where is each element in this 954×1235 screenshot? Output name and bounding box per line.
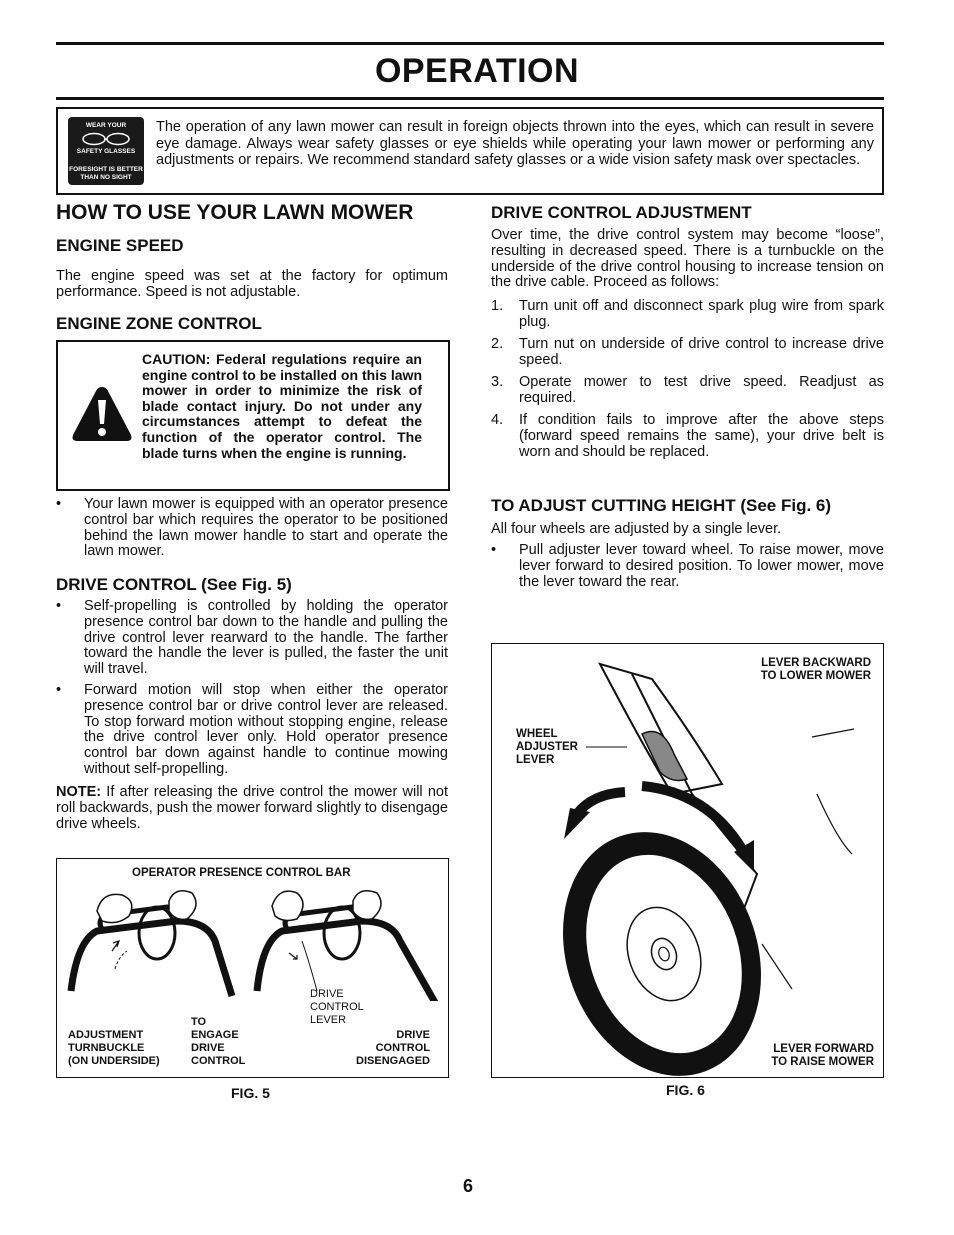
drive-control-illustration	[57, 881, 448, 1001]
zone-bullet-text: Your lawn mower is equipped with an operator presence control bar which requires the operator to be positioned behind the lawn mower handle to start and operate the lawn mower.	[84, 496, 448, 560]
fig6-caption: FIG. 6	[666, 1082, 705, 1098]
note-paragraph	[56, 785, 448, 832]
lever-line-1: DRIVE	[310, 988, 344, 1000]
badge-line-4: THAN NO SIGHT	[80, 174, 132, 181]
safety-glasses-badge	[68, 117, 144, 185]
drive-bullet-1	[56, 598, 448, 678]
cutting-height-intro: All four wheels are adjusted by a single lever.	[491, 521, 782, 537]
page-title: OPERATION	[374, 52, 580, 90]
engage-line-3: DRIVE	[191, 1042, 225, 1054]
bullet-dot: •	[56, 496, 62, 512]
caution-box	[56, 340, 450, 491]
dis-line-3: DISENGAGED	[356, 1055, 430, 1067]
drive-adjustment-heading: DRIVE CONTROL ADJUSTMENT	[491, 203, 752, 222]
adj-line-3: (ON UNDERSIDE)	[68, 1055, 160, 1067]
glasses-icon	[79, 132, 133, 146]
drive-control-lever-label	[310, 988, 364, 1027]
dis-line-1: DRIVE	[396, 1029, 430, 1041]
fig5-caption: FIG. 5	[231, 1085, 270, 1101]
lever-line-2: CONTROL	[310, 1001, 364, 1013]
back-line-1: LEVER BACKWARD	[761, 657, 871, 669]
cutting-height-bullet-text: Pull adjuster lever toward wheel. To raise mower, move lever forward to desired position. To lower mower, move the lever toward the rear.	[519, 542, 884, 590]
back-line-2: TO LOWER MOWER	[760, 670, 871, 682]
wheel-line-1: WHEEL	[516, 728, 558, 740]
engine-speed-heading: ENGINE SPEED	[56, 236, 184, 255]
bullet-dot: •	[491, 542, 497, 558]
engine-speed-text: The engine speed was set at the factory for optimum performance. Speed is not adjustable.	[56, 268, 448, 300]
figure-5	[56, 858, 449, 1078]
engage-line-1: TO	[191, 1016, 207, 1028]
badge-line-1: WEAR YOUR	[85, 122, 127, 129]
drive-bullet-2	[56, 682, 448, 778]
engage-line-4: CONTROL	[191, 1055, 246, 1067]
safety-notice	[56, 107, 884, 195]
caution-text: CAUTION: Federal regulations require an engine control to be installed on this lawn mower in order to minimize the risk of blade contact injury. Do not under any circumstances attempt to defeat the function of the operator control. The blade turns when the engine is running.	[142, 351, 422, 461]
note-label: NOTE:	[56, 784, 102, 800]
adj-line-2: TURNBUCKLE	[68, 1042, 145, 1054]
step-text: Turn nut on underside of drive control to increase drive speed.	[519, 336, 884, 368]
zone-bullet	[56, 496, 448, 560]
page-number: 6	[463, 1176, 474, 1196]
step-4	[491, 412, 884, 460]
wheel-line-2: ADJUSTER	[516, 741, 578, 753]
lever-forward-label	[771, 1043, 874, 1069]
bullet-dot: •	[56, 598, 62, 614]
title-rule	[56, 97, 884, 100]
adjustment-turnbuckle-label	[68, 1029, 160, 1068]
step-3	[491, 374, 884, 407]
badge-line-3: FORESIGHT IS BETTER	[69, 166, 143, 173]
step-text: Operate mower to test drive speed. Readjust as required.	[519, 374, 884, 406]
safety-text: The operation of any lawn mower can result in foreign objects thrown into the eyes, which can result in severe eye damage. Always wear safety glasses or eye shields while operating your lawn mower or performing any adjustments or repairs. We recommend standard safety glasses or a wide vision safety mask over spectacles.	[156, 119, 874, 168]
drive-bullet-2-text: Forward motion will stop when either the operator presence control bar or drive control lever are released. To stop forward motion without stopping engine, release the drive control lever only. Hold operator presence control bar down against handle to continue mowing without self-propelling.	[84, 682, 448, 777]
wheel-adjuster-lever-label	[516, 728, 578, 767]
drive-bullet-1-text: Self-propelling is controlled by holding the operator presence control bar down to the handle and pulling the drive control lever rearward to the handle. The farther toward the handle the lever is pulled, the faster the unit will travel.	[84, 598, 448, 678]
to-engage-label	[191, 1016, 245, 1068]
cutting-height-bullet	[491, 542, 884, 590]
warning-triangle-icon	[70, 384, 134, 444]
step-2	[491, 336, 884, 369]
step-number: 1.	[491, 298, 504, 314]
cutting-height-heading: TO ADJUST CUTTING HEIGHT (See Fig. 6)	[491, 496, 832, 515]
lever-backward-label	[761, 657, 871, 683]
fig5-top-label: OPERATOR PRESENCE CONTROL BAR	[132, 867, 351, 879]
engage-line-2: ENGAGE	[191, 1029, 239, 1041]
engine-zone-heading: ENGINE ZONE CONTROL	[56, 314, 262, 333]
lever-line-3: LEVER	[310, 1014, 347, 1026]
drive-control-heading: DRIVE CONTROL (See Fig. 5)	[56, 575, 292, 594]
top-rule	[56, 42, 884, 45]
fwd-line-2: TO RAISE MOWER	[771, 1056, 874, 1068]
step-number: 3.	[491, 374, 504, 390]
drive-adjustment-intro: Over time, the drive control system may become “loose”, resulting in decreased speed. There is a turnbuckle on the underside of the drive control housing to increase tension on the drive cable. Proceed as follows:	[491, 227, 884, 291]
badge-line-2: SAFETY GLASSES	[76, 148, 136, 155]
step-text: Turn unit off and disconnect spark plug wire from spark plug.	[519, 298, 884, 330]
wheel-line-3: LEVER	[516, 754, 555, 766]
note-text: If after releasing the drive control the mower will not roll backwards, push the mower forward slightly to disengage drive wheels.	[56, 784, 448, 832]
how-to-use-heading: HOW TO USE YOUR LAWN MOWER	[56, 201, 414, 224]
dis-line-2: CONTROL	[375, 1042, 430, 1054]
step-number: 2.	[491, 336, 504, 352]
adj-line-1: ADJUSTMENT	[68, 1029, 144, 1041]
figure-6	[491, 643, 884, 1078]
bullet-dot: •	[56, 682, 62, 698]
drive-disengaged-label	[356, 1029, 430, 1068]
fwd-line-1: LEVER FORWARD	[773, 1043, 874, 1055]
wheel-adjuster-illustration	[492, 644, 883, 1077]
step-number: 4.	[491, 412, 504, 428]
step-text: If condition fails to improve after the above steps (forward speed remains the same), your drive belt is worn and should be replaced.	[519, 412, 884, 460]
step-1	[491, 298, 884, 331]
